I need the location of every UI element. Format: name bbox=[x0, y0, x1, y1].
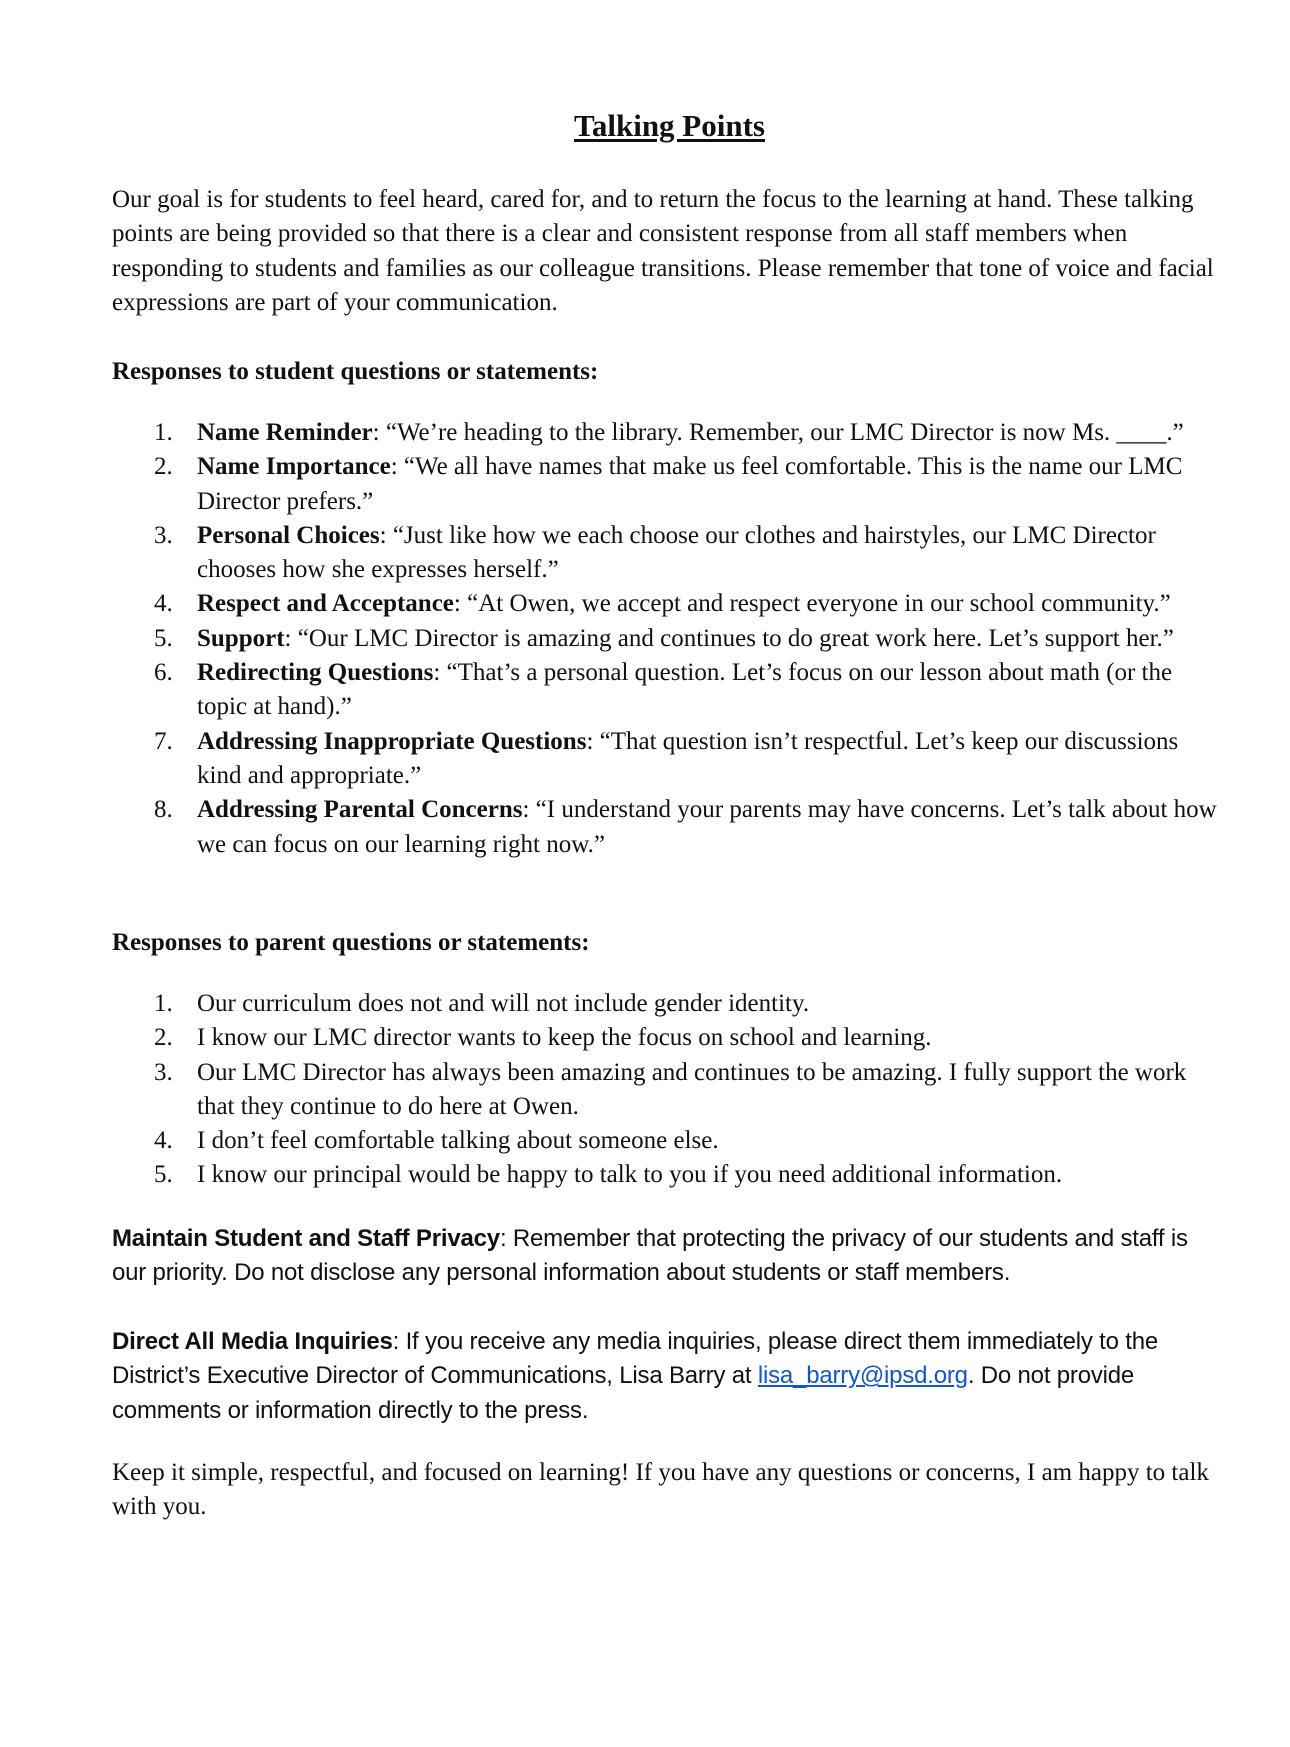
item-text: Our LMC Director has always been amazing and continues to be amazing. I fully support the work that they continue to do here at Owen. bbox=[197, 1058, 1187, 1120]
item-text: I know our principal would be happy to talk to you if you need additional information. bbox=[197, 1161, 1063, 1189]
list-number: 3. bbox=[154, 1058, 173, 1086]
item-label: Addressing Parental Concerns bbox=[197, 796, 523, 824]
media-text: : If you receive any media inquiries, please direct them immediately to the District’s Executive Director of Communications, Lisa Barry at bbox=[112, 1328, 1159, 1390]
list-item bbox=[112, 793, 1227, 862]
list-number: 5. bbox=[154, 624, 173, 652]
list-item bbox=[112, 587, 1227, 621]
item-label: Name Reminder bbox=[197, 419, 373, 446]
list-number: 3. bbox=[154, 521, 173, 549]
item-text: : “We all have names that make us feel comfortable. This is the name our LMC Director prefers.” bbox=[197, 453, 1183, 515]
item-text: : “We’re heading to the library. Remember, our LMC Director is now Ms. ____.” bbox=[372, 419, 1184, 446]
intro-paragraph: Our goal is for students to feel heard, cared for, and to return the focus to the learning at hand. These talking points are being provided so that there is a clear and consistent response from all staff members when responding to students and families as our colleague transitions. Please remember that tone of voice and facial expressions are part of your communication. bbox=[112, 186, 1214, 316]
parent-section-heading: Responses to parent questions or statements: bbox=[112, 929, 590, 956]
list-item bbox=[112, 725, 1227, 794]
student-section-heading: Responses to student questions or statements: bbox=[112, 358, 599, 385]
privacy-text: : Remember that protecting the privacy of our students and staff is our priority. Do not disclose any personal information about students or staff members. bbox=[112, 1225, 1188, 1287]
list-item bbox=[112, 1158, 1227, 1192]
item-text: : “At Owen, we accept and respect everyone in our school community.” bbox=[453, 590, 1171, 618]
list-number: 2. bbox=[154, 1024, 173, 1052]
list-number: 1. bbox=[154, 419, 173, 446]
item-text: : “I understand your parents may have concerns. Let’s talk about how we can focus on our learning right now.” bbox=[197, 796, 1217, 858]
media-text-after: . Do not provide comments or information directly to the press. bbox=[112, 1362, 1135, 1424]
list-number: 4. bbox=[154, 590, 173, 618]
list-item bbox=[112, 1021, 1227, 1055]
page-title: Talking Points bbox=[574, 108, 765, 143]
media-paragraph bbox=[112, 1325, 1227, 1428]
list-item bbox=[112, 519, 1227, 588]
item-text: I know our LMC director wants to keep the focus on school and learning. bbox=[197, 1024, 932, 1052]
list-number: 6. bbox=[154, 659, 173, 687]
list-item bbox=[112, 622, 1227, 656]
item-text: : “Our LMC Director is amazing and continues to do great work here. Let’s support her.” bbox=[284, 624, 1174, 652]
media-label: Direct All Media Inquiries bbox=[112, 1328, 393, 1355]
list-number: 8. bbox=[154, 796, 173, 824]
item-label: Respect and Acceptance bbox=[197, 590, 454, 618]
list-number: 1. bbox=[154, 990, 173, 1017]
list-item bbox=[112, 656, 1227, 725]
student-responses-list bbox=[112, 416, 1227, 862]
item-text: : “Just like how we each choose our clothes and hairstyles, our LMC Director chooses how she expresses herself.” bbox=[197, 521, 1156, 584]
closing-paragraph: Keep it simple, respectful, and focused on learning! If you have any questions or concerns, I am happy to talk with you. bbox=[112, 1459, 1209, 1521]
item-label: Personal Choices bbox=[197, 521, 380, 549]
item-label: Addressing Inappropriate Questions bbox=[197, 727, 587, 755]
email-link[interactable]: lisa_barry@ipsd.org bbox=[757, 1362, 968, 1390]
list-item bbox=[112, 1056, 1227, 1125]
list-item bbox=[112, 450, 1227, 519]
privacy-label: Maintain Student and Staff Privacy bbox=[112, 1225, 500, 1252]
item-text: Our curriculum does not and will not include gender identity. bbox=[197, 990, 810, 1017]
list-item bbox=[112, 416, 1227, 450]
list-number: 2. bbox=[154, 453, 173, 481]
list-item bbox=[112, 1124, 1227, 1158]
list-item bbox=[112, 987, 1227, 1021]
list-number: 5. bbox=[154, 1161, 173, 1189]
list-number: 4. bbox=[154, 1127, 173, 1155]
privacy-paragraph bbox=[112, 1222, 1227, 1291]
item-text: I don’t feel comfortable talking about someone else. bbox=[197, 1127, 719, 1155]
item-text: : “That’s a personal question. Let’s focus on our lesson about math (or the topic at hand).” bbox=[197, 659, 1173, 721]
item-label: Redirecting Questions bbox=[197, 659, 434, 687]
parent-responses-list bbox=[112, 987, 1227, 1193]
list-number: 7. bbox=[154, 727, 173, 755]
item-label: Name Importance bbox=[197, 453, 391, 481]
item-text: : “That question isn’t respectful. Let’s keep our discussions kind and appropriate.” bbox=[197, 727, 1179, 789]
item-label: Support bbox=[197, 624, 285, 652]
